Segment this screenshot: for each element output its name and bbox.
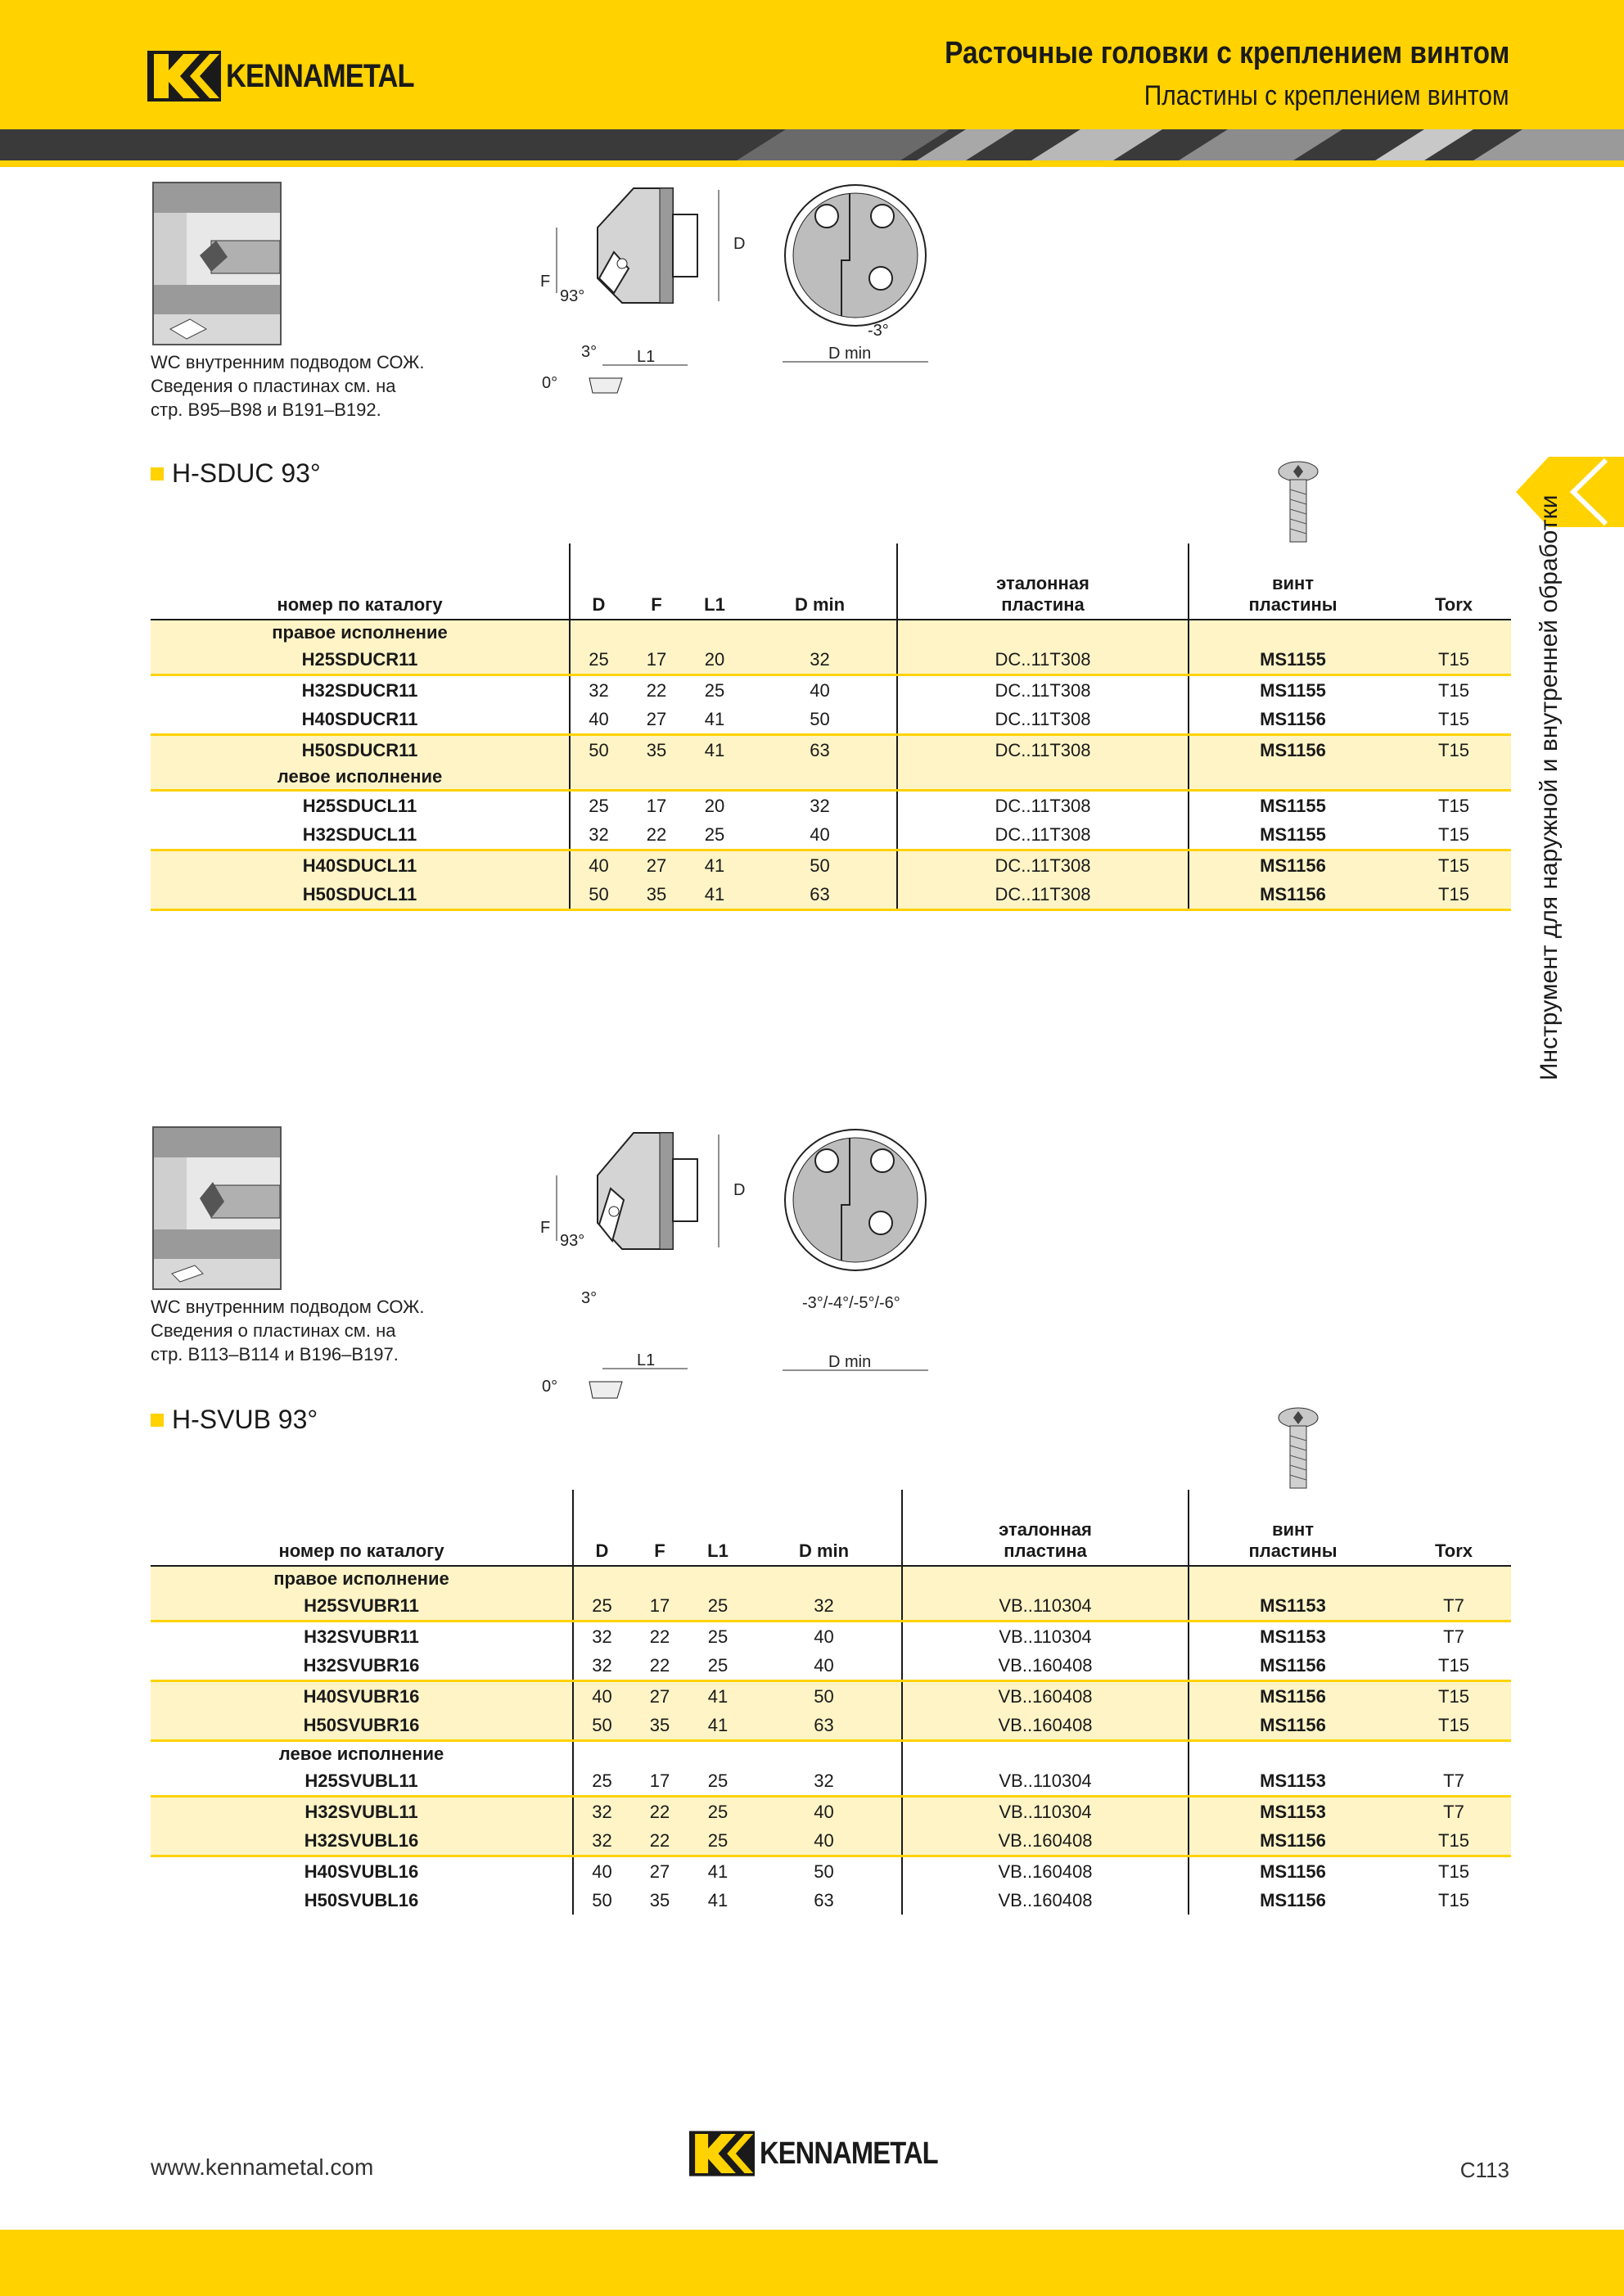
col-dmin: D min xyxy=(743,544,897,620)
group-label-right: правое исполнение xyxy=(272,622,448,643)
col-screw-line1: винт xyxy=(1271,1519,1315,1540)
col-screw xyxy=(1189,544,1396,620)
coolant-note xyxy=(151,350,424,422)
col-d: D xyxy=(570,544,627,620)
angle-0-label: 0° xyxy=(542,374,558,392)
table-row: H32SVUBL11 32 22 25 40 VB..110304 MS1153 T7 xyxy=(151,1797,1511,1827)
table-row: H40SDUCR11 40 27 41 50 DC..11T308 MS1156 T15 xyxy=(151,705,1511,735)
page-title: Расточные головки с креплением винтом xyxy=(944,36,1509,70)
table-row: H25SVUBR11 25 17 25 32 VB..110304 MS1153 T7 xyxy=(151,1591,1511,1622)
angle-93-label: 93° xyxy=(560,1232,585,1250)
col-dmin: D min xyxy=(747,1490,902,1566)
dim-l1-label: L1 xyxy=(637,1351,656,1369)
page-header xyxy=(0,0,1624,129)
col-insert xyxy=(897,544,1189,620)
footer-website-link[interactable]: www.kennametal.com xyxy=(151,2154,374,2180)
dim-f-label: F xyxy=(540,1219,551,1237)
table-row: H40SVUBR16 40 27 41 50 VB..160408 MS1156 T15 xyxy=(151,1681,1511,1712)
yellow-square-icon xyxy=(151,1414,164,1427)
angle-3-label: 3° xyxy=(581,1289,598,1307)
dim-d-label: D xyxy=(733,1181,746,1199)
group-label-right: правое исполнение xyxy=(273,1568,449,1589)
col-f: F xyxy=(630,1490,689,1566)
col-insert-line1: эталонная xyxy=(996,573,1089,593)
dim-dmin-label: D min xyxy=(828,1353,872,1371)
footer-brand-logo xyxy=(689,2130,967,2177)
note-line: стр. B95–B98 и B191–B192. xyxy=(151,399,381,420)
table-row: H25SDUCL11 25 17 20 32 DC..11T308 MS1155 T15 xyxy=(151,791,1511,821)
table-row: H25SDUCR11 25 17 20 32 DC..11T308 MS1155 T15 xyxy=(151,645,1511,675)
col-screw-line2: пластины xyxy=(1248,1540,1338,1561)
col-torx: Torx xyxy=(1396,544,1511,620)
screw-icon xyxy=(1277,1406,1320,1491)
screw-icon xyxy=(1277,460,1320,545)
angle-93-label: 93° xyxy=(560,287,585,305)
section-title xyxy=(151,1405,318,1435)
group-label-left: левое исполнение xyxy=(151,1741,573,1767)
header-divider xyxy=(0,160,1624,167)
table-row: H50SDUCR11 50 35 41 63 DC..11T308 MS1156 T15 xyxy=(151,735,1511,765)
footer-bar xyxy=(0,2230,1624,2296)
section-title-text: H-SVUB 93° xyxy=(172,1405,318,1434)
side-view-drawing xyxy=(532,1126,753,1405)
col-catalog: номер по каталогу xyxy=(151,544,570,620)
table-row: H50SVUBR16 50 35 41 63 VB..160408 MS1156 T15 xyxy=(151,1711,1511,1741)
page-number: C113 xyxy=(1459,2158,1509,2182)
brand-wordmark: KENNAMETAL xyxy=(760,2136,938,2171)
col-catalog: номер по каталогу xyxy=(151,1490,573,1566)
note-line: Сведения о пластинах см. на xyxy=(151,1320,396,1341)
col-l1: L1 xyxy=(689,1490,747,1566)
kennametal-k-icon xyxy=(147,51,221,101)
application-thumbnail xyxy=(152,182,282,345)
col-insert-line1: эталонная xyxy=(999,1519,1092,1540)
yellow-square-icon xyxy=(151,467,164,480)
col-f: F xyxy=(627,544,686,620)
note-line: WC внутренним подводом СОЖ. xyxy=(151,1297,425,1317)
header-stripe xyxy=(0,129,1624,160)
table-row: H32SDUCR11 32 22 25 40 DC..11T308 MS1155 T15 xyxy=(151,675,1511,706)
brand-logo xyxy=(147,51,444,101)
application-thumbnail xyxy=(152,1126,282,1290)
col-screw-line2: пластины xyxy=(1248,594,1338,615)
spec-table xyxy=(151,544,1511,911)
front-view-drawing xyxy=(778,182,933,378)
spec-table xyxy=(151,1490,1511,1915)
col-insert-line2: пластина xyxy=(1001,594,1085,615)
col-screw-line1: винт xyxy=(1271,573,1315,593)
section-title-text: H-SDUC 93° xyxy=(172,458,321,488)
dim-d-label: D xyxy=(733,235,746,253)
table-row: H50SDUCL11 50 35 41 63 DC..11T308 MS1156 T15 xyxy=(151,880,1511,910)
table-row: H32SVUBR11 32 22 25 40 VB..110304 MS1153 T7 xyxy=(151,1622,1511,1652)
table-row: H40SVUBL16 40 27 41 50 VB..160408 MS1156 T15 xyxy=(151,1856,1511,1887)
col-d: D xyxy=(573,1490,630,1566)
angle-0-label: 0° xyxy=(542,1378,558,1396)
table-row: H40SDUCL11 40 27 41 50 DC..11T308 MS1156 T15 xyxy=(151,850,1511,881)
angle-3-label: 3° xyxy=(581,343,598,361)
rake-angle-label: -3° xyxy=(868,322,889,340)
col-l1: L1 xyxy=(686,544,743,620)
col-insert-line2: пластина xyxy=(1004,1540,1087,1561)
kennametal-k-icon xyxy=(689,2130,755,2177)
note-line: WC внутренним подводом СОЖ. xyxy=(151,352,425,372)
brand-wordmark: KENNAMETAL xyxy=(226,57,414,94)
side-view-drawing xyxy=(532,182,753,396)
page-subtitle: Пластины с креплением винтом xyxy=(1144,80,1509,111)
note-line: Сведения о пластинах см. на xyxy=(151,376,396,396)
group-label-left: левое исполнение xyxy=(277,766,443,787)
col-screw xyxy=(1189,1490,1396,1566)
col-torx: Torx xyxy=(1396,1490,1511,1566)
note-line: стр. B113–B114 и B196–B197. xyxy=(151,1344,399,1365)
col-insert xyxy=(902,1490,1189,1566)
table-row: H32SDUCL11 32 22 25 40 DC..11T308 MS1155 T15 xyxy=(151,820,1511,850)
side-section-label: Инструмент для наружной и внутренней обработки xyxy=(1536,494,1563,1080)
table-row: H50SVUBL16 50 35 41 63 VB..160408 MS1156 T15 xyxy=(151,1886,1511,1915)
coolant-note xyxy=(151,1295,424,1366)
dim-f-label: F xyxy=(540,273,551,291)
dim-dmin-label: D min xyxy=(828,345,872,363)
table-row: H25SVUBL11 25 17 25 32 VB..110304 MS1153 T7 xyxy=(151,1766,1511,1797)
side-tab-chevron-icon xyxy=(1516,457,1624,527)
front-view-drawing xyxy=(778,1126,933,1377)
rake-angle-label: -3°/-4°/-5°/-6° xyxy=(802,1294,900,1312)
table-row: H32SVUBL16 32 22 25 40 VB..160408 MS1156 T15 xyxy=(151,1826,1511,1856)
section-title xyxy=(151,458,321,489)
table-row: H32SVUBR16 32 22 25 40 VB..160408 MS1156 T15 xyxy=(151,1651,1511,1681)
dim-l1-label: L1 xyxy=(637,348,656,366)
